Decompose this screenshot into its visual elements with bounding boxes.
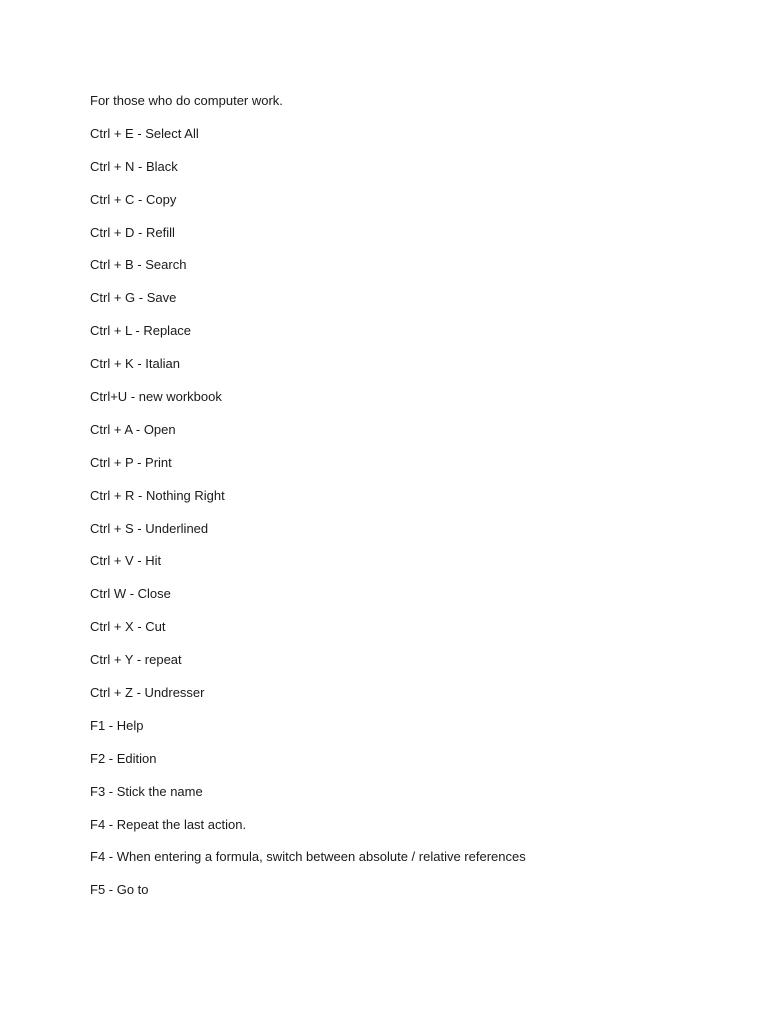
- document-body: [90, 92, 730, 914]
- shortcut-line: F2 - Edition: [90, 750, 157, 766]
- shortcut-line: F1 - Help: [90, 717, 144, 733]
- shortcut-line: Ctrl + Y - repeat: [90, 652, 182, 668]
- shortcut-line: F3 - Stick the name: [90, 783, 203, 799]
- shortcut-line: Ctrl + B - Search: [90, 257, 187, 273]
- shortcut-line: F4 - Repeat the last action.: [90, 816, 247, 832]
- shortcut-line: Ctrl + N - Black: [90, 158, 178, 174]
- shortcut-line: Ctrl + S - Underlined: [90, 520, 209, 536]
- shortcut-line: Ctrl + P - Print: [90, 454, 172, 470]
- shortcut-line: Ctrl + G - Save: [90, 290, 177, 306]
- intro-text: For those who do computer work.: [90, 93, 283, 108]
- shortcut-line: Ctrl + L - Replace: [90, 323, 192, 339]
- shortcut-line: Ctrl+U - new workbook: [90, 389, 222, 405]
- shortcut-line: Ctrl + A - Open: [90, 421, 176, 437]
- shortcut-line: Ctrl + X - Cut: [90, 619, 166, 635]
- shortcut-line: Ctrl + V - Hit: [90, 553, 162, 569]
- shortcut-line: Ctrl + D - Refill: [90, 224, 175, 240]
- shortcut-line: F4 - When entering a formula, switch between absolute / relative references: [90, 849, 526, 865]
- shortcut-line: Ctrl + K - Italian: [90, 356, 180, 372]
- shortcut-line: Ctrl + Z - Undresser: [90, 685, 205, 701]
- shortcut-line: Ctrl + C - Copy: [90, 191, 177, 207]
- shortcut-line: Ctrl W - Close: [90, 586, 171, 602]
- shortcut-line: F5 - Go to: [90, 882, 149, 898]
- shortcut-line: Ctrl + R - Nothing Right: [90, 487, 225, 503]
- shortcut-line: Ctrl + E - Select All: [90, 125, 199, 141]
